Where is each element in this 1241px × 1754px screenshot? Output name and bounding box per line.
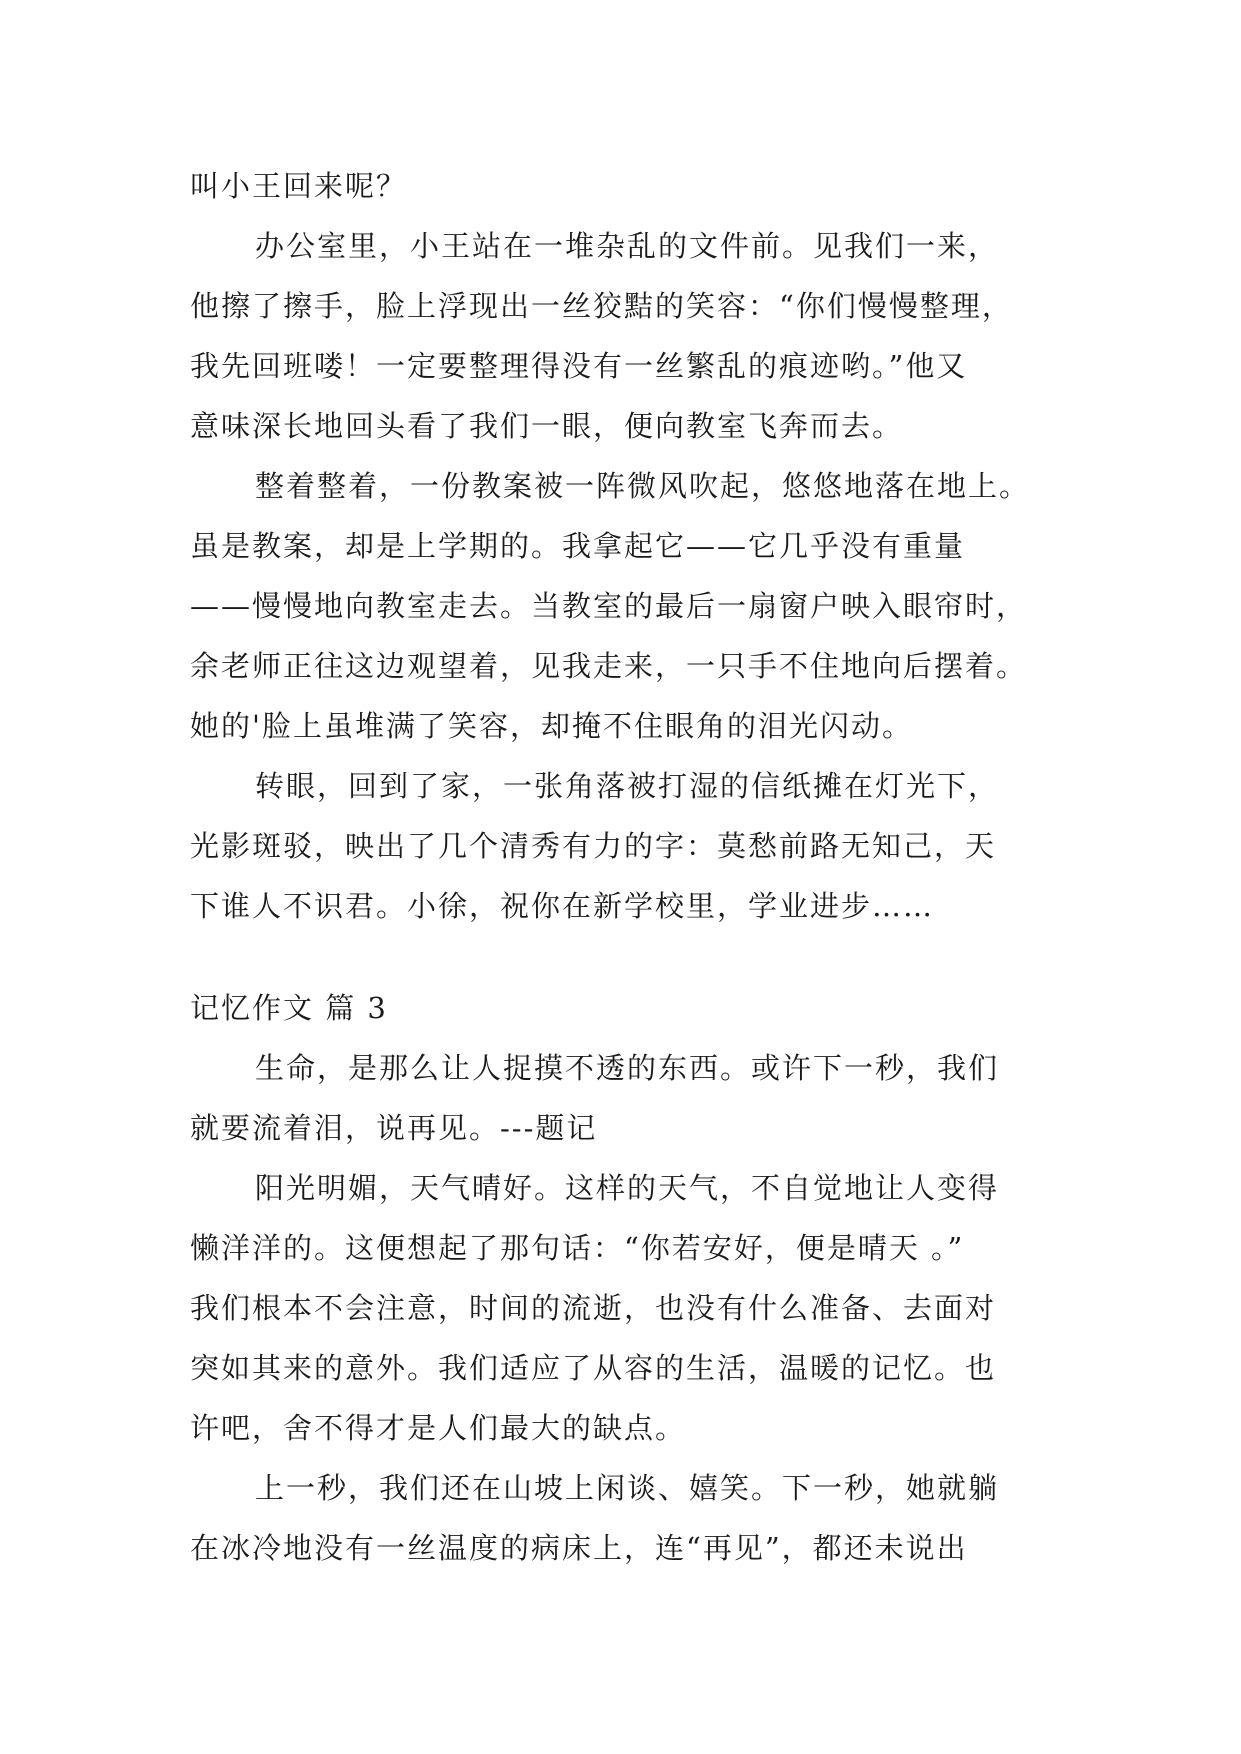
paragraph-first-line: 办公室里，小王站在一堆杂乱的文件前。见我们一来， xyxy=(255,229,1000,263)
text-line: 他擦了擦手，脸上浮现出一丝狡黠的笑容：“你们慢慢整理， xyxy=(190,289,1013,323)
paragraph-first-line: 上一秒，我们还在山坡上闲谈、嬉笑。下一秒，她就躺 xyxy=(255,1471,1000,1505)
text-line: 在冰冷地没有一丝温度的病床上，连“再见”，都还未说出 xyxy=(190,1531,968,1565)
text-line: 我们根本不会注意，时间的流逝，也没有什么准备、去面对 xyxy=(190,1291,997,1325)
paragraph-first-line: 生命，是那么让人捉摸不透的东西。或许下一秒，我们 xyxy=(255,1051,1000,1085)
paragraph-first-line: 整着整着，一份教案被一阵微风吹起，悠悠地落在地上。 xyxy=(255,469,1031,503)
text-line: 虽是教案，却是上学期的。我拿起它——它几乎没有重量 xyxy=(190,529,966,563)
section-heading: 记忆作文 篇 3 xyxy=(190,991,388,1025)
paragraph-first-line: 阳光明媚，天气晴好。这样的天气，不自觉地让人变得 xyxy=(255,1171,1000,1205)
text-line: 就要流着泪，说再见。---题记 xyxy=(190,1111,598,1145)
text-line: 叫小王回来呢？ xyxy=(190,169,408,203)
text-line: 懒洋洋的。这便想起了那句话：“你若安好，便是晴天 。” xyxy=(190,1231,965,1265)
text-line: 突如其来的意外。我们适应了从容的生活，温暖的记忆。也 xyxy=(190,1351,997,1385)
text-line: 余老师正往这边观望着，见我走来，一只手不住地向后摆着。 xyxy=(190,649,1028,683)
text-line: 她的'脸上虽堆满了笑容，却掩不住眼角的泪光闪动。 xyxy=(190,709,913,743)
text-line: ——慢慢地向教室走去。当教室的最后一扇窗户映入眼帘时， xyxy=(190,589,1028,623)
text-line: 光影斑驳，映出了几个清秀有力的字：莫愁前路无知己，天 xyxy=(190,829,997,863)
text-line: 许吧，舍不得才是人们最大的缺点。 xyxy=(190,1411,687,1445)
text-line: 意味深长地回头看了我们一眼，便向教室飞奔而去。 xyxy=(190,409,904,443)
text-line: 下谁人不识君。小徐，祝你在新学校里，学业进步…… xyxy=(190,889,935,923)
paragraph-first-line: 转眼，回到了家，一张角落被打湿的信纸摊在灯光下， xyxy=(255,769,1000,803)
text-line: 我先回班喽！一定要整理得没有一丝繁乱的痕迹哟。”他又 xyxy=(190,349,968,383)
